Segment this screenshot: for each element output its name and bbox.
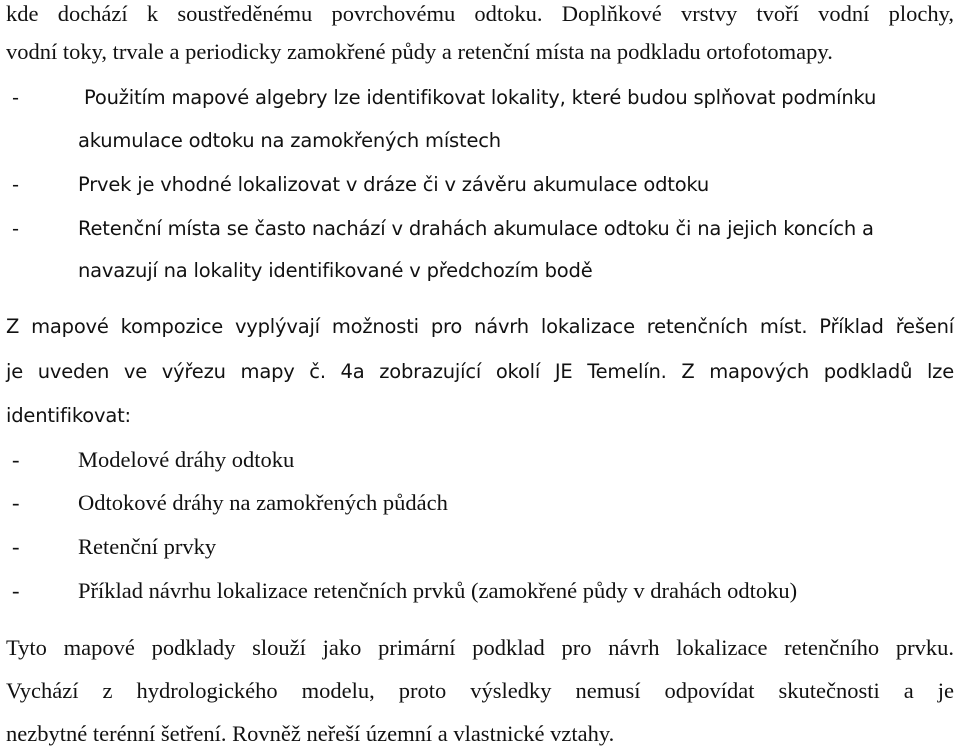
bullet-text: Použitím mapové algebry lze identifikovat lokality, které budou splňovat podmínku xyxy=(84,86,877,109)
para3-line-3: nezbytné terénní šetření. Rovněž neřeší územní a vlastnické vztahy. xyxy=(6,721,615,746)
bullet-dash: - xyxy=(12,447,20,472)
bullet-dash: - xyxy=(12,173,19,196)
bullet-dash: - xyxy=(12,578,20,603)
para2-line-3: identifikovat: xyxy=(6,404,131,427)
bullet-dash: - xyxy=(12,490,20,515)
intro-line-1: kde dochází k soustředěnému povrchovému odtoku. Doplňkové vrstvy tvoří vodní plochy, xyxy=(6,1,954,26)
bullet-text: Odtokové dráhy na zamokřených půdách xyxy=(78,490,448,515)
para3-line-1: Tyto mapové podklady slouží jako primární podklad pro návrh lokalizace retenčního prvku. xyxy=(6,635,954,660)
bullet-text: Retenční místa se často nachází v drahách akumulace odtoku či na jejich koncích a xyxy=(78,217,874,240)
bullet-dash: - xyxy=(12,534,20,559)
para3-line-2: Vychází z hydrologického modelu, proto výsledky nemusí odpovídat skutečnosti a je xyxy=(6,678,954,703)
bullet-text-continuation: akumulace odtoku na zamokřených místech xyxy=(78,129,501,152)
bullet-dash: - xyxy=(12,86,19,109)
bullet-text: Retenční prvky xyxy=(78,534,217,559)
bullet-text: Příklad návrhu lokalizace retenčních prvků (zamokřené půdy v drahách odtoku) xyxy=(78,578,798,603)
para2-line-2: je uveden ve výřezu mapy č. 4a zobrazující okolí JE Temelín. Z mapových podkladů lze xyxy=(6,360,954,383)
bullet-text: Prvek je vhodné lokalizovat v dráze či v závěru akumulace odtoku xyxy=(78,173,710,196)
para2-line-1: Z mapové kompozice vyplývají možnosti pro návrh lokalizace retenčních míst. Příklad řešení xyxy=(6,315,954,338)
bullet-dash: - xyxy=(12,217,19,240)
bullet-text-continuation: navazují na lokality identifikované v předchozím bodě xyxy=(78,259,593,282)
bullet-text: Modelové dráhy odtoku xyxy=(78,447,295,472)
intro-line-2: vodní toky, trvale a periodicky zamokřené půdy a retenční místa na podkladu ortofotomapy. xyxy=(6,39,833,64)
